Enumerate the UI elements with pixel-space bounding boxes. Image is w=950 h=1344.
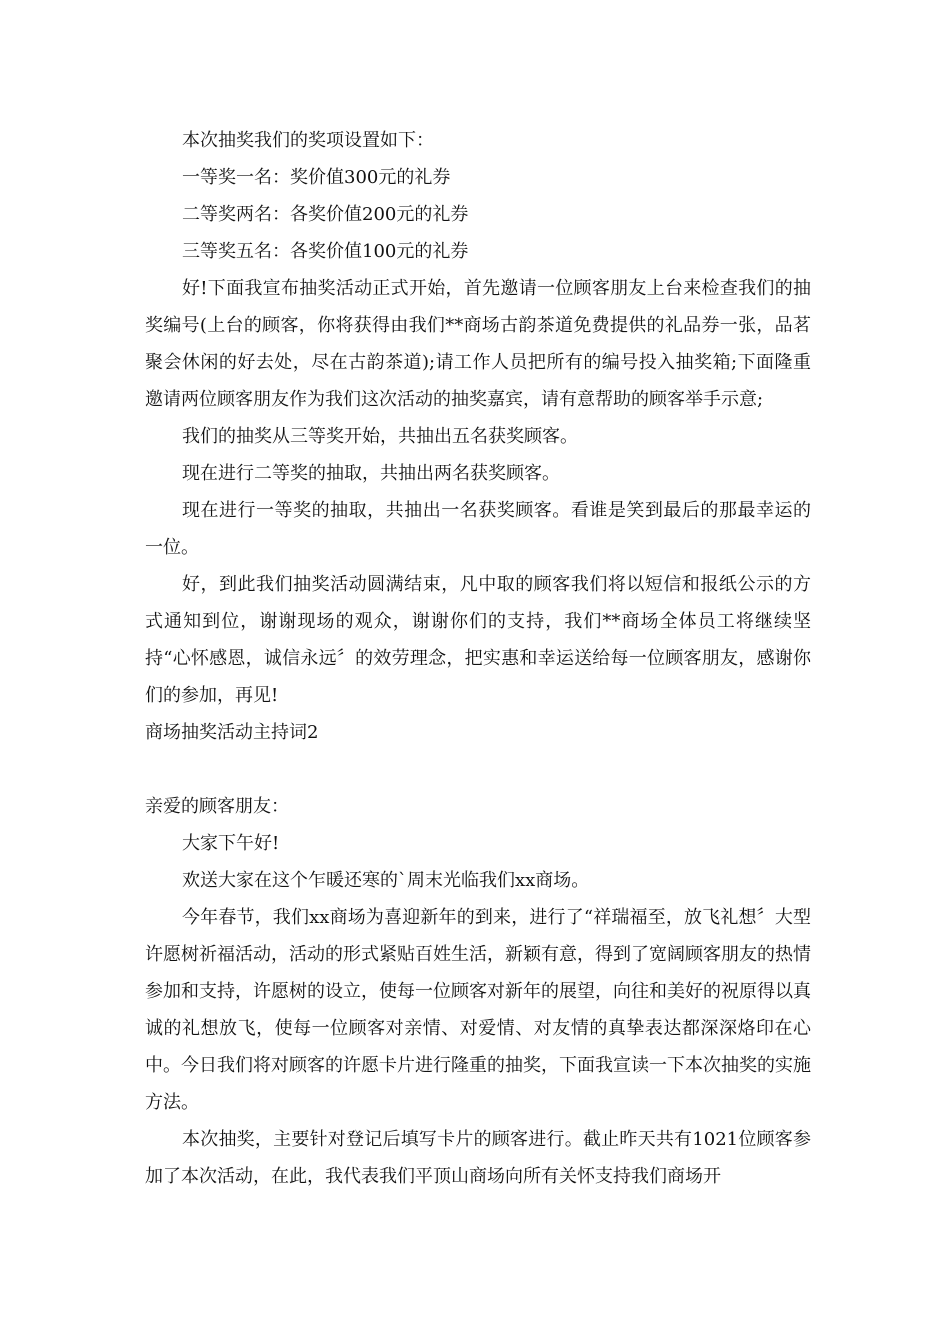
paragraph-second-draw: 现在进行二等奖的抽取，共抽出两名获奖顾客。 [182,463,560,484]
section-title: 商场抽奖活动主持词2 [145,722,319,743]
paragraph-third-draw: 我们的抽奖从三等奖开始，共抽出五名获奖顾客。 [182,426,578,447]
paragraph-start: 好!下面我宣布抽奖活动正式开始，首先邀请一位顾客朋友上台来检查我们的抽奖编号(上台的顾客，你将获得由我们**商场古韵茶道免费提供的礼品券一张，品茗聚会休闲的好去处，尽在古韵茶道);请工作人员把所有的编号投入抽奖箱;下面隆重邀请两位顾客朋友作为我们这次活动的抽奖嘉宾，请有意帮助的顾客举手示意; [145,278,811,410]
prize-second: 二等奖两名：各奖价值200元的礼券 [182,204,469,225]
paragraph-closing: 好，到此我们抽奖活动圆满结束，凡中取的顾客我们将以短信和报纸公示的方式通知到位，谢谢现场的观众，谢谢你们的支持，我们**商场全体员工将继续坚持“心怀感恩，诚信永远〞的效劳理念，把实惠和幸运送给每一位顾客朋友，感谢你们的参加，再见! [145,574,811,706]
welcome-line: 欢送大家在这个乍暖还寒的`周末光临我们xx商场。 [182,870,590,891]
paragraph-method: 本次抽奖，主要针对登记后填写卡片的顾客进行。截止昨天共有1021位顾客参加了本次活动，在此，我代表我们平顶山商场向所有关怀支持我们商场开 [145,1129,811,1187]
salutation: 亲爱的顾客朋友： [145,796,289,817]
greeting: 大家下午好! [182,833,280,854]
prize-intro: 本次抽奖我们的奖项设置如下： [182,130,434,151]
prize-third: 三等奖五名：各奖价值100元的礼券 [182,241,469,262]
prize-first: 一等奖一名：奖价值300元的礼券 [182,167,451,188]
document-body [145,122,811,1195]
blank-line [145,751,811,788]
paragraph-spring: 今年春节，我们xx商场为喜迎新年的到来，进行了“祥瑞福至，放飞礼想〞大型许愿树祈福活动，活动的形式紧贴百姓生活，新颖有意，得到了宽阔顾客朋友的热情参加和支持，许愿树的设立，使每一位顾客对新年的展望，向往和美好的祝原得以真诚的礼想放飞，使每一位顾客对亲情、对爱情、对友情的真挚表达都深深烙印在心中。今日我们将对顾客的许愿卡片进行隆重的抽奖，下面我宣读一下本次抽奖的实施方法。 [145,907,811,1113]
paragraph-first-draw: 现在进行一等奖的抽取，共抽出一名获奖顾客。看谁是笑到最后的那最幸运的一位。 [145,500,811,558]
